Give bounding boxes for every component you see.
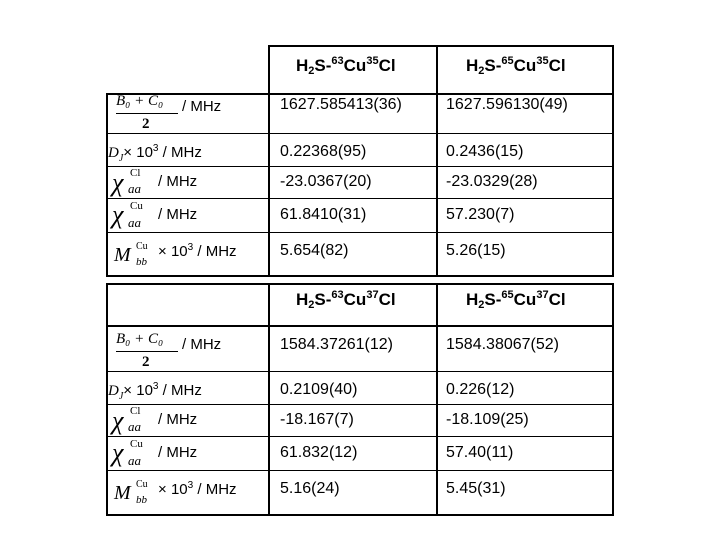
chi-sub: aa [128, 419, 141, 434]
table-cell: 1627.585413(36) [280, 96, 402, 113]
table-1-header-col2: $H_2S-^{65}Cu^{35}Cl$ [466, 55, 566, 77]
row-rule [106, 371, 614, 372]
row-unit: / MHz [182, 98, 222, 115]
m-sub: bb [136, 494, 147, 506]
table-1-header-col1: $H_2S-^{63}Cu^{35}Cl$ [296, 55, 396, 77]
chi-sub: aa [128, 453, 141, 468]
table-cell: -23.0329(28) [446, 173, 538, 190]
chi-sup: Cl [130, 405, 141, 417]
table-1: $H_2S-^{63}Cu^{35}Cl$ $H_2S-^{65}Cu^{35}Cl$ B₀ + C₀ 2 / MHz 1627.585413(36) 1627.596130(49) $D_J\times 10^3$ / MHz 0.22368(95) 0.2436(15) χ Cl aa / MHz -23.0367(20) -23.0329(28) χ Cu aa / MHz 61.8410(31) 57.230(7) M Cu bb × $10^3$ / MHz 5.654(82) 5.26(15) [106, 45, 614, 277]
m-symbol: M [114, 244, 131, 266]
row-unit: / MHz [158, 444, 198, 461]
chi-sup: Cu [130, 438, 143, 450]
m-sup: Cu [136, 241, 148, 252]
table-cell: 0.2109(40) [280, 381, 358, 398]
row-rule [106, 133, 614, 134]
table-cell: -18.109(25) [446, 411, 529, 428]
row-rule [106, 232, 614, 233]
row-unit: / MHz [158, 173, 198, 190]
row-unit: / MHz [158, 411, 198, 428]
chi-sub: aa [128, 181, 141, 196]
table-2-header-col2: $H_2S-^{65}Cu^{37}Cl$ [466, 289, 566, 311]
table-cell: 1627.596130(49) [446, 96, 568, 113]
row-rule [106, 436, 614, 437]
table-2-label-divider [268, 283, 270, 516]
mbb-unit: × $10^3$ / MHz [158, 242, 237, 260]
row-rule [106, 198, 614, 199]
chi-symbol: χ [112, 168, 124, 197]
row-rule [106, 404, 614, 405]
dj-label: $D_J\times 10^3$ / MHz [108, 381, 202, 402]
table-cell: -18.167(7) [280, 411, 354, 428]
chi-symbol: χ [112, 200, 124, 229]
table-cell: 0.226(12) [446, 381, 515, 398]
m-sup: Cu [136, 479, 148, 490]
table-cell: 1584.38067(52) [446, 336, 559, 353]
chi-symbol: χ [112, 438, 124, 467]
table-1-header-rule [106, 93, 614, 95]
table-cell: 5.654(82) [280, 242, 349, 259]
table-cell: 5.45(31) [446, 480, 506, 497]
table-2-header-rule [106, 325, 614, 327]
chi-sup: Cl [130, 167, 141, 179]
row-rule [106, 470, 614, 471]
table-cell: -23.0367(20) [280, 173, 372, 190]
chi-sub: aa [128, 215, 141, 230]
table-cell: 61.8410(31) [280, 206, 367, 223]
table-cell: 0.22368(95) [280, 143, 367, 160]
table-cell: 5.26(15) [446, 242, 506, 259]
table-cell: 5.16(24) [280, 480, 340, 497]
table-cell: 1584.37261(12) [280, 336, 393, 353]
m-sub: bb [136, 256, 147, 268]
chi-sup: Cu [130, 200, 143, 212]
table-cell: 57.40(11) [446, 444, 514, 461]
m-symbol: M [114, 482, 131, 504]
table-2-header-col1: $H_2S-^{63}Cu^{37}Cl$ [296, 289, 396, 311]
table-2-col-divider [436, 283, 438, 516]
row-unit: / MHz [158, 206, 198, 223]
table-1-col-divider [436, 45, 438, 277]
chi-symbol: χ [112, 406, 124, 435]
dj-label: $D_J\times 10^3$ / MHz [108, 143, 202, 164]
table-cell: 61.832(12) [280, 444, 358, 461]
table-cell: 0.2436(15) [446, 143, 524, 160]
mbb-unit: × $10^3$ / MHz [158, 480, 237, 498]
table-2: $H_2S-^{63}Cu^{37}Cl$ $H_2S-^{65}Cu^{37}Cl$ B₀ + C₀ 2 / MHz 1584.37261(12) 1584.38067(52) $D_J\times 10^3$ / MHz 0.2109(40) 0.226(12) χ Cl aa / MHz -18.167(7) -18.109(25) χ Cu aa / MHz 61.832(12) 57.40(11) M Cu bb × $10^3$ / MHz 5.16(24) 5.45(31) [106, 283, 614, 516]
row-unit: / MHz [182, 336, 222, 353]
table-cell: 57.230(7) [446, 206, 515, 223]
row-rule [106, 166, 614, 167]
